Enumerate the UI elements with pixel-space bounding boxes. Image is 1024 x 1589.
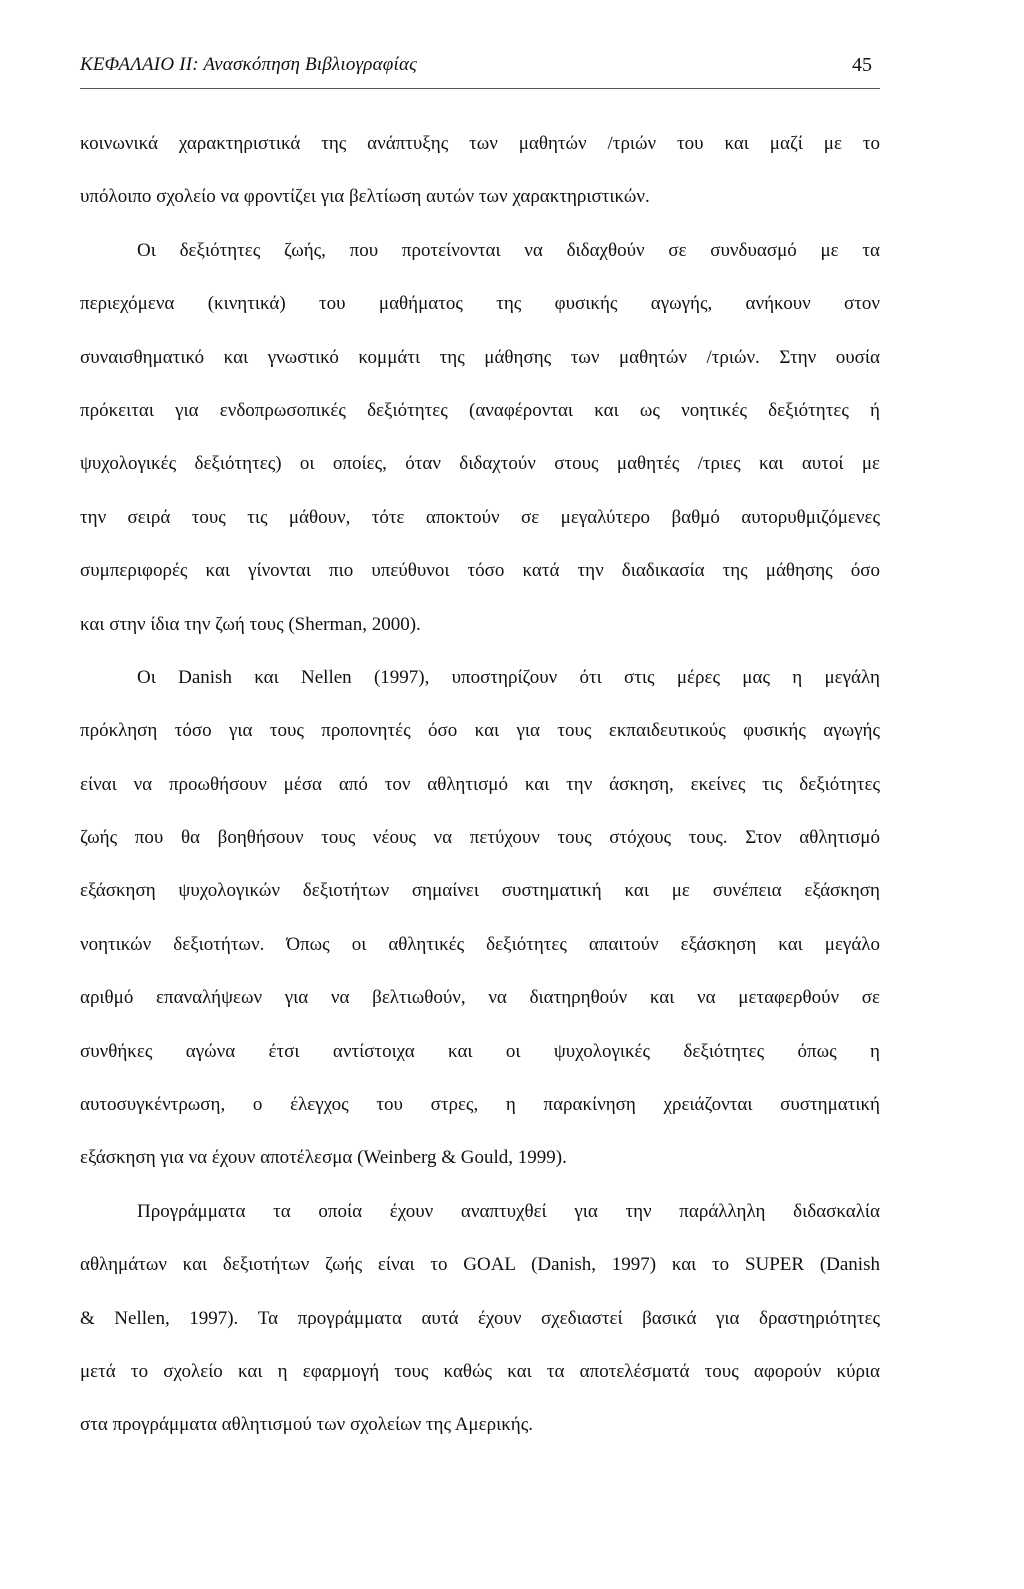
text-line: περιεχόμενα (κινητικά) του μαθήματος της φυσικής αγωγής, ανήκουν στον bbox=[80, 293, 880, 315]
text-line: πρόκληση τόσο για τους προπονητές όσο και για τους εκπαιδευτικούς φυσικής αγωγής bbox=[80, 720, 880, 742]
text-line: στα προγράμματα αθλητισμού των σχολείων της Αμερικής. bbox=[80, 1414, 533, 1436]
text-line: πρόκειται για ενδοπρωσοπικές δεξιότητες (αναφέρονται και ως νοητικές δεξιότητες ή bbox=[80, 399, 880, 421]
text-line: ψυχολογικές δεξιότητες) οι οποίες, όταν διδαχτούν στους μαθητές /τριες και αυτοί με bbox=[80, 453, 880, 475]
text-line: συναισθηματικό και γνωστικό κομμάτι της μάθησης των μαθητών /τριών. Στην ουσία bbox=[80, 346, 880, 368]
text-line: Οι Danish και Nellen (1997), υποστηρίζουν ότι στις μέρες μας η μεγάλη bbox=[137, 666, 880, 688]
text-line: συνθήκες αγώνα έτσι αντίστοιχα και οι ψυχολογικές δεξιότητες όπως η bbox=[80, 1040, 880, 1062]
page-number: 45 bbox=[852, 54, 872, 76]
text-line: εξάσκηση για να έχουν αποτέλεσμα (Weinberg & Gould, 1999). bbox=[80, 1147, 567, 1169]
text-line: αριθμό επαναλήψεων για να βελτιωθούν, να διατηρηθούν και να μεταφερθούν σε bbox=[80, 987, 880, 1009]
text-line: Προγράμματα τα οποία έχουν αναπτυχθεί για την παράλληλη διδασκαλία bbox=[137, 1200, 880, 1222]
text-line: & Nellen, 1997). Τα προγράμματα αυτά έχουν σχεδιαστεί βασικά για δραστηριότητες bbox=[80, 1307, 880, 1329]
text-line: την σειρά τους τις μάθουν, τότε αποκτούν σε μεγαλύτερο βαθμό αυτορυθμιζόμενες bbox=[80, 506, 880, 528]
text-line: Οι δεξιότητες ζωής, που προτείνονται να διδαχθούν σε συνδυασμό με τα bbox=[137, 239, 880, 261]
text-line: και στην ίδια την ζωή τους (Sherman, 2000). bbox=[80, 613, 421, 635]
text-line: κοινωνικά χαρακτηριστικά της ανάπτυξης των μαθητών /τριών του και μαζί με το bbox=[80, 133, 880, 154]
text-line: υπόλοιπο σχολείο να φροντίζει για βελτίωση αυτών των χαρακτηριστικών. bbox=[80, 186, 650, 208]
text-line: αθλημάτων και δεξιοτήτων ζωής είναι το GOAL (Danish, 1997) και το SUPER (Danish bbox=[80, 1254, 880, 1276]
text-line: ζωής που θα βοηθήσουν τους νέους να πετύχουν τους στόχους τους. Στον αθλητισμό bbox=[80, 827, 880, 849]
text-line: είναι να προωθήσουν μέσα από τον αθλητισμό και την άσκηση, εκείνες τις δεξιότητες bbox=[80, 773, 880, 795]
text-line: εξάσκηση ψυχολογικών δεξιοτήτων σημαίνει συστηματική και με συνέπεια εξάσκηση bbox=[80, 880, 880, 902]
chapter-title: ΚΕΦΑΛΑΙΟ ΙΙ: Ανασκόπηση Βιβλιογραφίας bbox=[80, 54, 418, 75]
text-line: συμπεριφορές και γίνονται πιο υπεύθυνοι τόσο κατά την διαδικασία της μάθησης όσο bbox=[80, 560, 880, 582]
text-line: αυτοσυγκέντρωση, ο έλεγχος του στρες, η παρακίνηση χρειάζονται συστηματική bbox=[80, 1094, 880, 1116]
body-text bbox=[80, 117, 880, 1452]
text-line: νοητικών δεξιοτήτων. Όπως οι αθλητικές δεξιότητες απαιτούν εξάσκηση και μεγάλο bbox=[80, 933, 880, 955]
page-header bbox=[80, 52, 880, 89]
text-line: μετά το σχολείο και η εφαρμογή τους καθώς και τα αποτελέσματά τους αφορούν κύρια bbox=[80, 1360, 880, 1382]
